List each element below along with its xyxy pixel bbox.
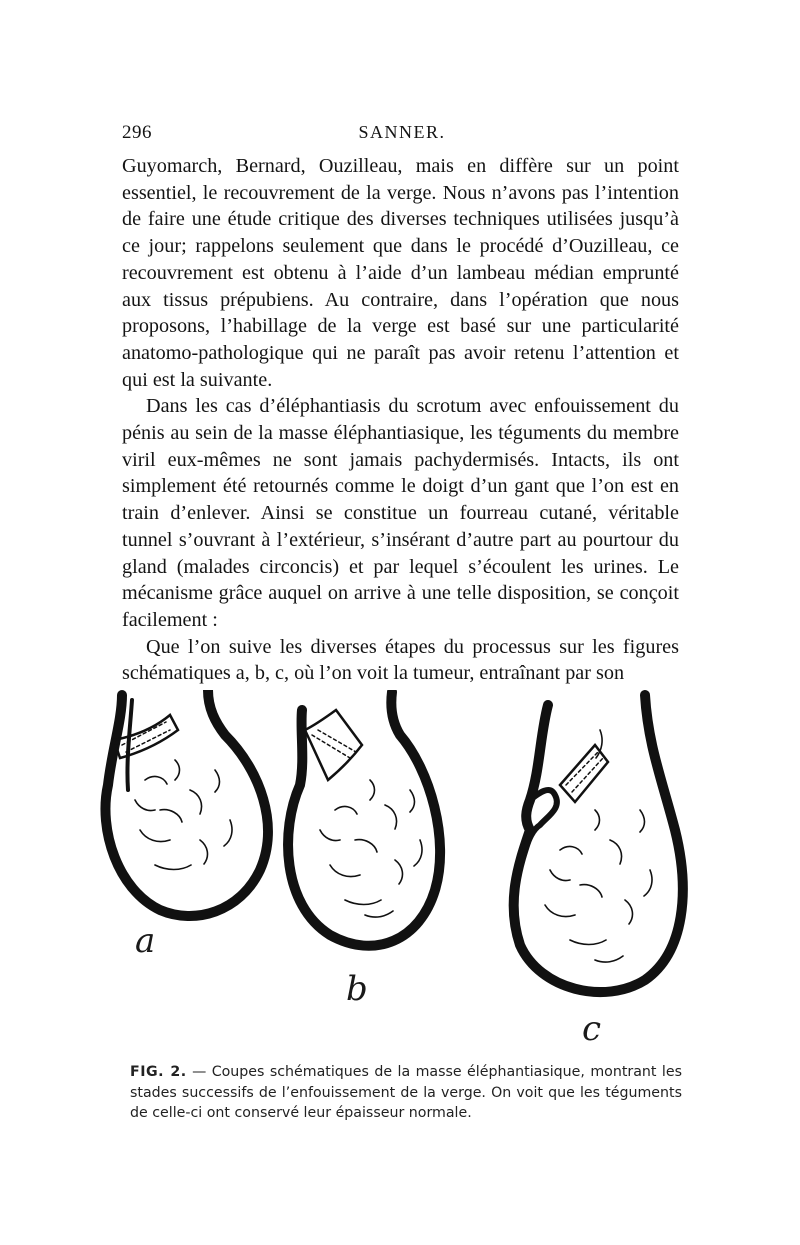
figure-label-c: c [582, 1009, 602, 1049]
paragraph-2: Dans les cas d’éléphantiasis du scrotum avec enfouissement du pénis au sein de la masse éléphantiasique, les téguments du membre viril eux-mêmes ne sont jamais pachydermisés. Intacts, ils ont simplement été retournés comme le doigt d’un gant que l’on est en train d’enlever. Ainsi se constitue un fourreau cutané, véritable tunnel s’ouvrant à l’extérieur, s’insérant d’autre part au pourtour du gland (malades circoncis) et par lequel s’écoulent les urines. Le mécanisme grâce auquel on arrive à une telle disposition, se conçoit facilement : [122, 395, 679, 631]
figure-caption [130, 1062, 682, 1124]
paragraph-1: Guyomarch, Bernard, Ouzilleau, mais en diffère sur un point essentiel, le recouvrement de la verge. Nous n’avons pas l’intention de faire une étude critique des diverses techniques utilisées jusqu’à ce jour; rappelons seulement que dans le procédé d’Ouzilleau, ce recouvrement est obtenu à l’aide d’un lambeau médian emprunté aux tissus prépubiens. Au contraire, dans l’opération que nous proposons, l’habillage de la verge est basé sur une particularité anatomo-pathologique qui ne paraît pas avoir retenu l’attention et qui est la suivante. [122, 155, 679, 391]
sketch-a [105, 690, 267, 916]
figure-reference: FIG. 2. [130, 1064, 187, 1080]
figure-label-a: a [135, 921, 156, 961]
paragraph-3: Que l’on suive les diverses étapes du processus sur les figures schématiques a, b, c, où l’on voit la tumeur, entraînant par son [122, 635, 679, 685]
body-text [122, 153, 679, 687]
sketch-b [288, 692, 440, 946]
figure-label-b: b [346, 969, 368, 1009]
sketch-c [514, 695, 683, 992]
running-head [122, 122, 682, 146]
page-number: 296 [122, 122, 152, 143]
caption-text: — Coupes schématiques de la masse éléphantiasique, montrant les stades successifs de l’enfouissement de la verge. On voit que les téguments de celle-ci ont conservé leur épaisseur normale. [130, 1064, 682, 1121]
running-title: SANNER. [358, 122, 446, 142]
schematic-figure [100, 690, 700, 1055]
figure-illustration [100, 690, 700, 1055]
